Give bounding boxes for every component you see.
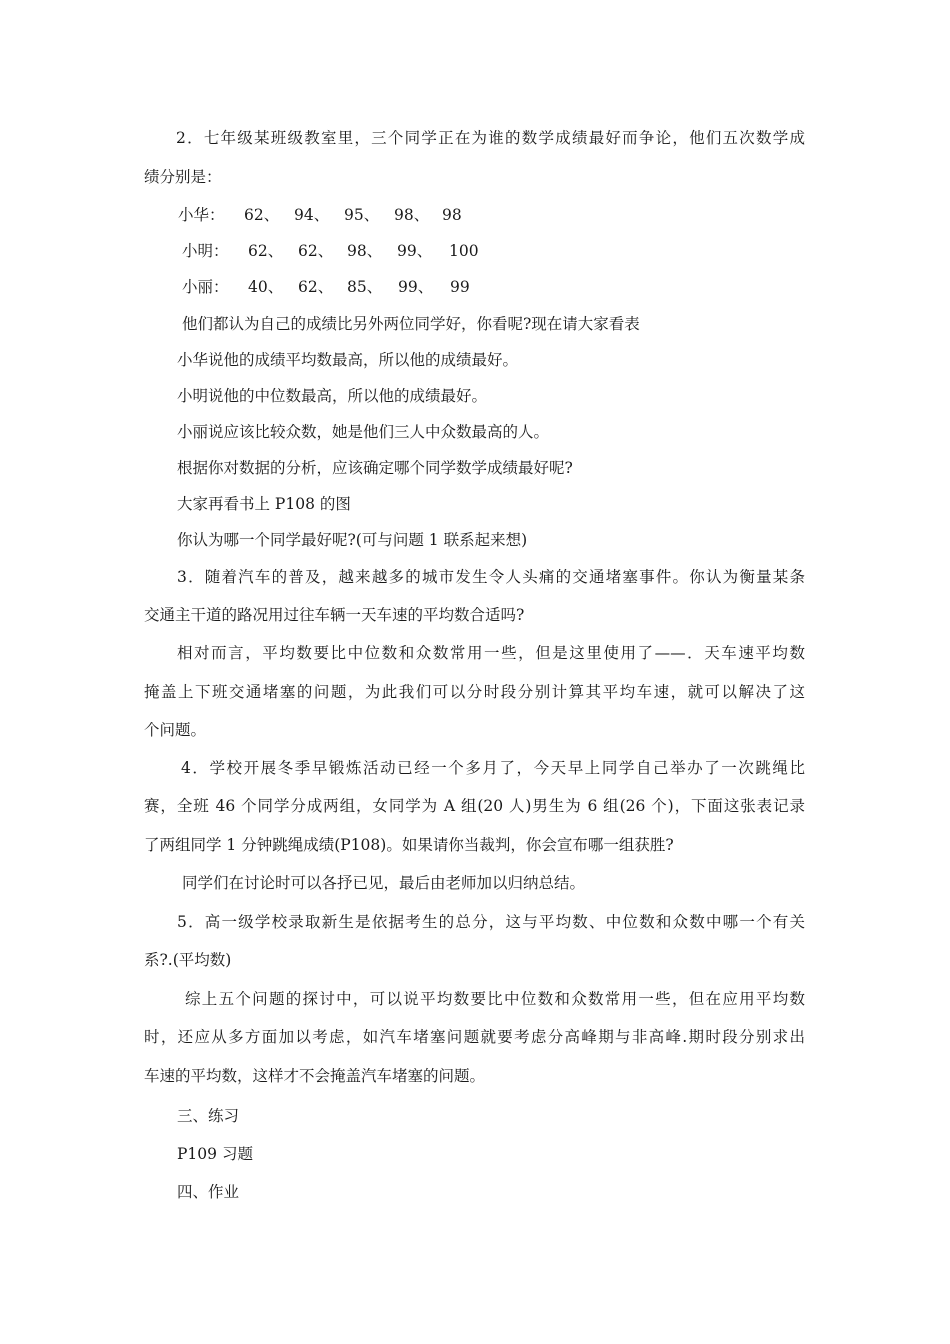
score-value: 98、 <box>347 242 383 260</box>
score-value: 98、 <box>394 206 430 224</box>
q5-line-1: 5．高一级学校录取新生是依据考生的总分，这与平均数、中位数和众数中哪一个有关 <box>177 913 805 931</box>
q4-line-4: 同学们在讨论时可以各抒已见，最后由老师加以归纳总结。 <box>182 874 586 892</box>
score-value: 62、 <box>298 242 334 260</box>
score-value: 85、 <box>347 278 383 296</box>
score-value: 99、 <box>398 278 434 296</box>
score-row-xiaoli <box>182 277 470 297</box>
q2-xiaohua-claim: 小华说他的成绩平均数最高，所以他的成绩最好。 <box>177 351 519 369</box>
q2-analysis-question: 根据你对数据的分析，应该确定哪个同学数学成绩最好呢? <box>177 459 573 477</box>
q3-line-1: 3．随着汽车的普及，越来越多的城市发生令人头痛的交通堵塞事件。你认为衡量某条 <box>177 568 805 586</box>
q4-line-2: 赛，全班 46 个同学分成两组，女同学为 A 组(20 人)男生为 6 组(26 个)，下面这张表记录 <box>144 797 805 815</box>
q2-xiaoming-claim: 小明说他的中位数最高，所以他的成绩最好。 <box>177 387 488 405</box>
summary-line-2: 时，还应从多方面加以考虑，如汽车堵塞问题就要考虑分高峰期与非高峰.期时段分别求出 <box>144 1028 805 1046</box>
score-value: 99 <box>450 278 470 296</box>
score-value: 62、 <box>248 242 284 260</box>
score-value: 94、 <box>294 206 330 224</box>
score-value: 40、 <box>248 278 284 296</box>
summary-line-3: 车速的平均数，这样才不会掩盖汽车堵塞的问题。 <box>144 1067 486 1085</box>
q3-line-3: 相对而言，平均数要比中位数和众数常用一些，但是这里使用了——．天车速平均数 <box>177 644 805 662</box>
q2-xiaoli-claim: 小丽说应该比较众数，她是他们三人中众数最高的人。 <box>177 423 550 441</box>
score-value: 62、 <box>298 278 334 296</box>
student-name: 小华： <box>178 206 225 224</box>
score-value: 62、 <box>244 206 280 224</box>
practice-item: P109 习题 <box>177 1145 253 1163</box>
q3-line-5: 个问题。 <box>144 721 207 739</box>
q4-line-3: 了两组同学 1 分钟跳绳成绩(P108)。如果请你当裁判，你会宣布哪一组获胜? <box>144 836 674 854</box>
score-value: 98 <box>442 206 462 224</box>
q5-line-2: 系?.(平均数) <box>144 951 232 969</box>
student-name: 小丽： <box>182 278 229 296</box>
q2-line-1: 2．七年级某班级教室里，三个同学正在为谁的数学成绩最好而争论，他们五次数学成 <box>176 129 805 147</box>
q3-line-4: 掩盖上下班交通堵塞的问题，为此我们可以分时段分别计算其平均车速，就可以解决了这 <box>144 683 805 701</box>
q2-book-reference: 大家再看书上 P108 的图 <box>177 495 351 513</box>
homework-heading: 四、作业 <box>177 1183 240 1201</box>
student-name: 小明： <box>182 242 229 260</box>
q3-line-2: 交通主干道的路况用过往车辆一天车速的平均数合适吗? <box>144 606 525 624</box>
q4-line-1: 4．学校开展冬季早锻炼活动已经一个多月了，今天早上同学自己举办了一次跳绳比 <box>181 759 805 777</box>
q2-line-2: 绩分别是： <box>144 168 222 186</box>
q2-which-question: 你认为哪一个同学最好呢?(可与问题 1 联系起来想) <box>177 531 528 549</box>
summary-line-1: 综上五个问题的探讨中，可以说平均数要比中位数和众数常用一些，但在应用平均数 <box>185 990 805 1008</box>
q2-others-line: 他们都认为自己的成绩比另外两位同学好，你看呢?现在请大家看表 <box>182 315 640 333</box>
score-row-xiaohua <box>178 205 462 225</box>
score-row-xiaoming <box>182 241 479 261</box>
score-value: 99、 <box>397 242 433 260</box>
practice-heading: 三、练习 <box>177 1107 240 1125</box>
score-value: 100 <box>449 242 479 260</box>
score-value: 95、 <box>344 206 380 224</box>
